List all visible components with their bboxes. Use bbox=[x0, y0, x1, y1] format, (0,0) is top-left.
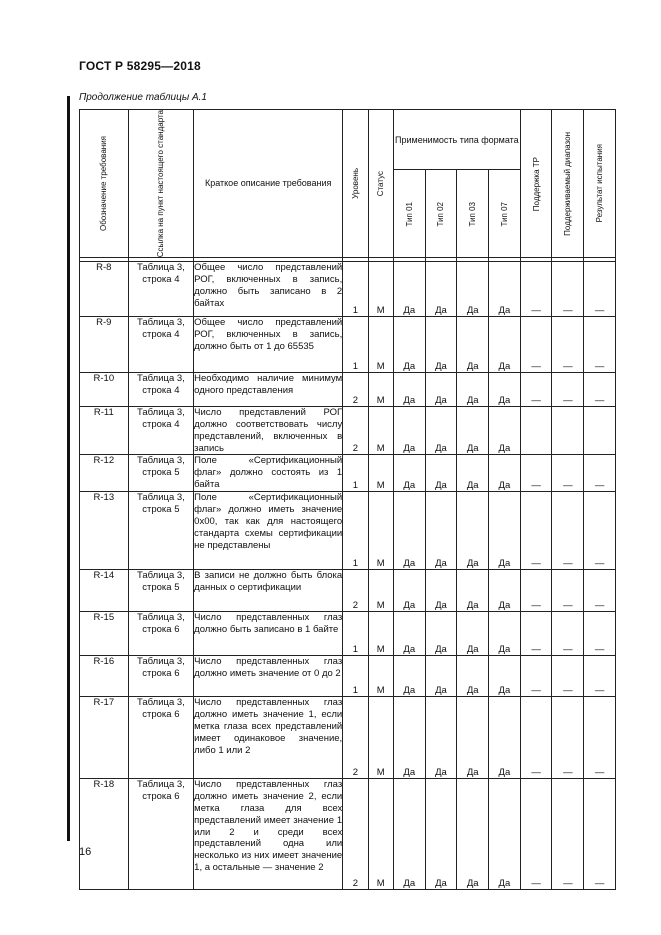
range-value bbox=[552, 407, 584, 455]
result-value: — bbox=[584, 492, 616, 570]
req-desc: Число представлений РОГ должно соответствовать числу представлений, включенных в запись bbox=[194, 407, 343, 454]
type-03-value: Да bbox=[457, 455, 489, 492]
type-02-value: Да bbox=[425, 697, 457, 779]
req-desc: Общее число представлений РОГ, включенных в запись, должно быть записано в 2 байтах bbox=[194, 262, 343, 317]
req-status: М bbox=[368, 612, 393, 656]
type-03-value: Да bbox=[457, 492, 489, 570]
req-id: R-11 bbox=[80, 407, 129, 455]
type-02-value: Да bbox=[425, 373, 457, 407]
type-02-value: Да bbox=[425, 262, 457, 317]
req-id: R-15 bbox=[80, 612, 129, 656]
page-number: 16 bbox=[79, 846, 92, 858]
req-ref: Таблица 3, строка 4 bbox=[128, 262, 194, 317]
req-level: 2 bbox=[343, 373, 368, 407]
support-value: — bbox=[520, 262, 552, 317]
support-value: — bbox=[520, 570, 552, 612]
req-ref: Таблица 3, строка 4 bbox=[128, 373, 194, 407]
range-value: — bbox=[552, 262, 584, 317]
col-header-level: Уровень bbox=[343, 110, 368, 258]
type-07-value: Да bbox=[489, 492, 521, 570]
type-01-value: Да bbox=[393, 779, 425, 890]
type-03-value: Да bbox=[457, 570, 489, 612]
req-level: 1 bbox=[343, 317, 368, 373]
type-07-value: Да bbox=[489, 407, 521, 455]
requirements-table bbox=[79, 109, 616, 890]
table-row bbox=[80, 262, 616, 317]
req-id: R-13 bbox=[80, 492, 129, 570]
result-value: — bbox=[584, 317, 616, 373]
req-desc: Число представленных глаз должно иметь значение от 0 до 2 bbox=[194, 656, 343, 697]
col-header-type-01: Тип 01 bbox=[393, 170, 425, 258]
table-row bbox=[80, 656, 616, 697]
type-03-value: Да bbox=[457, 697, 489, 779]
support-value: — bbox=[520, 612, 552, 656]
req-level: 2 bbox=[343, 407, 368, 455]
req-status: М bbox=[368, 262, 393, 317]
type-07-value: Да bbox=[489, 317, 521, 373]
req-id: R-14 bbox=[80, 570, 129, 612]
req-ref: Таблица 3, строка 6 bbox=[128, 779, 194, 890]
type-03-value: Да bbox=[457, 373, 489, 407]
type-02-value: Да bbox=[425, 317, 457, 373]
req-status: М bbox=[368, 317, 393, 373]
req-desc: В записи не должно быть блока данных о сертификации bbox=[194, 570, 343, 612]
col-header-status: Статус bbox=[368, 110, 393, 258]
type-07-value: Да bbox=[489, 656, 521, 697]
result-value: — bbox=[584, 779, 616, 890]
req-status: М bbox=[368, 656, 393, 697]
type-01-value: Да bbox=[393, 407, 425, 455]
range-value: — bbox=[552, 373, 584, 407]
col-header-support: Поддержка ТР bbox=[520, 110, 552, 258]
req-id: R-17 bbox=[80, 697, 129, 779]
req-desc: Число представленных глаз должно быть записано в 1 байте bbox=[194, 612, 343, 656]
col-header-range: Поддерживаемый диапазон bbox=[552, 110, 584, 258]
requirements-body bbox=[80, 262, 616, 890]
req-ref: Таблица 3, строка 4 bbox=[128, 407, 194, 455]
range-value: — bbox=[552, 779, 584, 890]
type-07-value: Да bbox=[489, 455, 521, 492]
req-ref: Таблица 3, строка 5 bbox=[128, 492, 194, 570]
req-id: R-9 bbox=[80, 317, 129, 373]
col-header-type-02: Тип 02 bbox=[425, 170, 457, 258]
req-id: R-18 bbox=[80, 779, 129, 890]
type-02-value: Да bbox=[425, 779, 457, 890]
type-02-value: Да bbox=[425, 492, 457, 570]
type-03-value: Да bbox=[457, 317, 489, 373]
col-header-type-03: Тип 03 bbox=[457, 170, 489, 258]
support-value: — bbox=[520, 779, 552, 890]
table-row bbox=[80, 407, 616, 455]
req-level: 2 bbox=[343, 779, 368, 890]
support-value: — bbox=[520, 455, 552, 492]
req-status: М bbox=[368, 492, 393, 570]
req-level: 1 bbox=[343, 612, 368, 656]
req-ref: Таблица 3, строка 6 bbox=[128, 656, 194, 697]
support-value: — bbox=[520, 317, 552, 373]
result-value: — bbox=[584, 455, 616, 492]
type-07-value: Да bbox=[489, 779, 521, 890]
support-value bbox=[520, 407, 552, 455]
revision-margin-bar bbox=[67, 96, 70, 841]
type-07-value: Да bbox=[489, 570, 521, 612]
table-caption: Продолжение таблицы А.1 bbox=[79, 92, 207, 103]
result-value: — bbox=[584, 262, 616, 317]
type-01-value: Да bbox=[393, 492, 425, 570]
req-desc: Общее число представлений РОГ, включенных в запись, должно быть от 1 до 65535 bbox=[194, 317, 343, 373]
req-id: R-8 bbox=[80, 262, 129, 317]
type-03-value: Да bbox=[457, 407, 489, 455]
support-value: — bbox=[520, 492, 552, 570]
type-01-value: Да bbox=[393, 612, 425, 656]
header-row-top bbox=[80, 110, 616, 170]
type-03-value: Да bbox=[457, 262, 489, 317]
range-value: — bbox=[552, 317, 584, 373]
type-01-value: Да bbox=[393, 570, 425, 612]
req-ref: Таблица 3, строка 5 bbox=[128, 455, 194, 492]
support-value: — bbox=[520, 373, 552, 407]
req-desc: Число представленных глаз должно иметь значение 1, если метка глаза всех представлений имеет одинаковое значение, либо 1 или 2 bbox=[194, 697, 343, 779]
document-title: ГОСТ Р 58295—2018 bbox=[79, 59, 201, 73]
type-01-value: Да bbox=[393, 317, 425, 373]
result-value: — bbox=[584, 697, 616, 779]
req-id: R-12 bbox=[80, 455, 129, 492]
req-status: М bbox=[368, 779, 393, 890]
result-value: — bbox=[584, 570, 616, 612]
col-header-id: Обозначение требования bbox=[80, 110, 129, 258]
req-level: 1 bbox=[343, 492, 368, 570]
range-value: — bbox=[552, 656, 584, 697]
support-value: — bbox=[520, 697, 552, 779]
result-value: — bbox=[584, 612, 616, 656]
type-02-value: Да bbox=[425, 656, 457, 697]
type-07-value: Да bbox=[489, 612, 521, 656]
req-status: М bbox=[368, 570, 393, 612]
range-value: — bbox=[552, 697, 584, 779]
type-02-value: Да bbox=[425, 570, 457, 612]
type-03-value: Да bbox=[457, 612, 489, 656]
table-row bbox=[80, 492, 616, 570]
col-header-result: Результат испытания bbox=[584, 110, 616, 258]
req-desc: Поле «Сертификационный флаг» должно состоять из 1 байта bbox=[194, 455, 343, 491]
table-row bbox=[80, 612, 616, 656]
req-desc: Необходимо наличие минимум одного представления bbox=[194, 373, 343, 407]
table-row bbox=[80, 779, 616, 890]
req-level: 1 bbox=[343, 656, 368, 697]
result-value bbox=[584, 407, 616, 455]
req-ref: Таблица 3, строка 6 bbox=[128, 612, 194, 656]
type-03-value: Да bbox=[457, 779, 489, 890]
col-header-ref: Ссылка на пункт настоящего стандарта bbox=[128, 110, 194, 258]
support-value: — bbox=[520, 656, 552, 697]
req-status: М bbox=[368, 407, 393, 455]
col-header-desc: Краткое описание требования bbox=[194, 110, 343, 258]
type-02-value: Да bbox=[425, 407, 457, 455]
req-ref: Таблица 3, строка 4 bbox=[128, 317, 194, 373]
range-value: — bbox=[552, 612, 584, 656]
req-ref: Таблица 3, строка 6 bbox=[128, 697, 194, 779]
col-header-type-07: Тип 07 bbox=[489, 170, 521, 258]
table-row bbox=[80, 697, 616, 779]
req-level: 1 bbox=[343, 262, 368, 317]
req-level: 1 bbox=[343, 455, 368, 492]
req-level: 2 bbox=[343, 570, 368, 612]
table-row bbox=[80, 455, 616, 492]
range-value: — bbox=[552, 492, 584, 570]
req-id: R-10 bbox=[80, 373, 129, 407]
type-02-value: Да bbox=[425, 455, 457, 492]
range-value: — bbox=[552, 455, 584, 492]
col-header-applicability: Применимость типа формата bbox=[393, 110, 520, 170]
table-row bbox=[80, 317, 616, 373]
req-desc: Поле «Сертификационный флаг» должно иметь значение 0x00, так как для настоящего стандарта схемы сертификации не представлены bbox=[194, 492, 343, 570]
type-01-value: Да bbox=[393, 656, 425, 697]
req-status: М bbox=[368, 373, 393, 407]
type-01-value: Да bbox=[393, 697, 425, 779]
type-01-value: Да bbox=[393, 373, 425, 407]
type-03-value: Да bbox=[457, 656, 489, 697]
table-row bbox=[80, 373, 616, 407]
table-row bbox=[80, 570, 616, 612]
type-01-value: Да bbox=[393, 455, 425, 492]
req-desc: Число представленных глаз должно иметь значение 2, если метка глаза для всех представлений имеет значение 1 или 2 и среди всех представлений одна или несколько из них имеет значение 1, а остальные — значение 2 bbox=[194, 779, 343, 890]
req-status: М bbox=[368, 455, 393, 492]
type-01-value: Да bbox=[393, 262, 425, 317]
range-value: — bbox=[552, 570, 584, 612]
req-level: 2 bbox=[343, 697, 368, 779]
req-ref: Таблица 3, строка 5 bbox=[128, 570, 194, 612]
req-id: R-16 bbox=[80, 656, 129, 697]
result-value: — bbox=[584, 373, 616, 407]
result-value: — bbox=[584, 656, 616, 697]
type-07-value: Да bbox=[489, 262, 521, 317]
type-02-value: Да bbox=[425, 612, 457, 656]
type-07-value: Да bbox=[489, 373, 521, 407]
type-07-value: Да bbox=[489, 697, 521, 779]
req-status: М bbox=[368, 697, 393, 779]
